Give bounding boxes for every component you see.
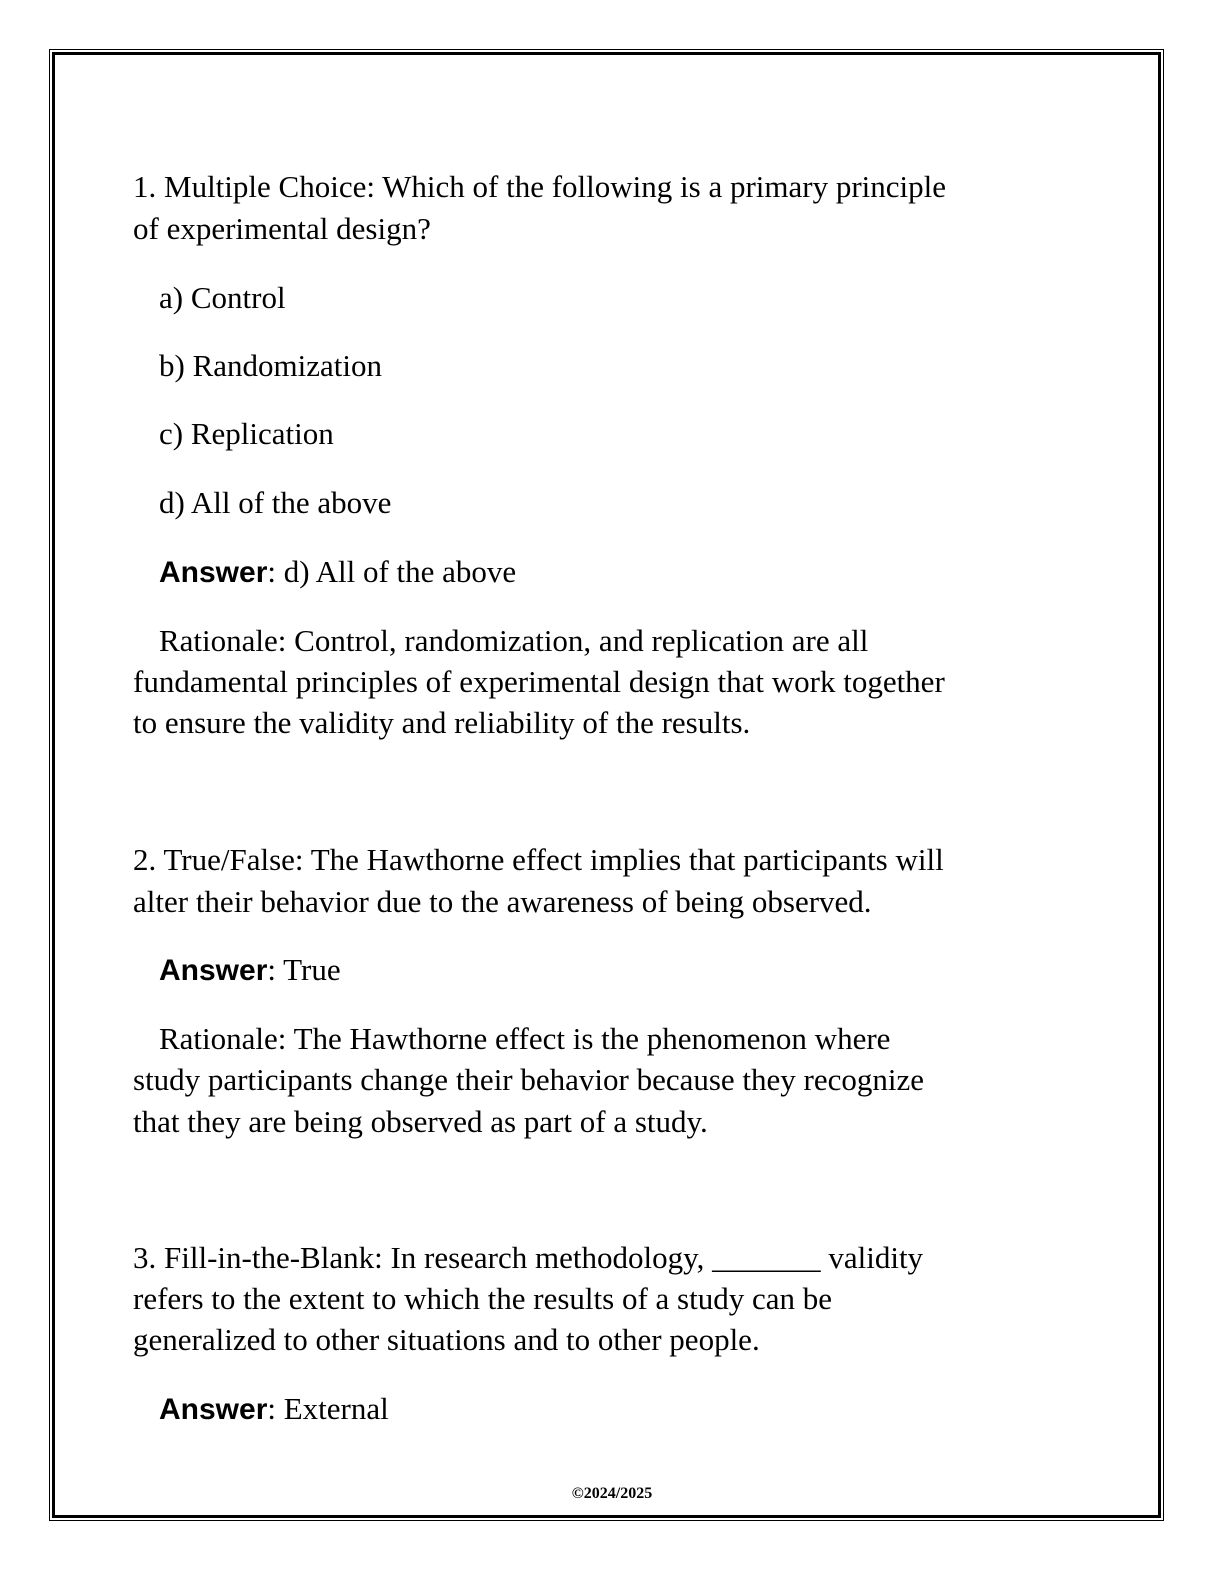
question-2-prompt-line: alter their behavior due to the awareness of being observed. [133,884,872,919]
answer-label: Answer [159,556,268,589]
answer-label: Answer [159,1393,268,1426]
question-1-prompt-line: 1. Multiple Choice: Which of the following is a primary principle [133,169,947,204]
question-2-rationale-line: Rationale: The Hawthorne effect is the phenomenon where [159,1021,891,1056]
answer-label: Answer [159,954,268,987]
question-3-prompt-line: refers to the extent to which the results of a study can be [133,1281,832,1316]
question-1-prompt-line: of experimental design? [133,211,431,246]
answer-value: : External [267,1391,389,1426]
question-3-prompt-line: generalized to other situations and to other people. [133,1322,760,1357]
answer-value: : d) All of the above [267,554,517,589]
question-1-option-d: d) All of the above [159,485,392,520]
question-1-option-b: b) Randomization [159,348,382,383]
question-1-option-a: a) Control [159,280,286,315]
question-2-answer [159,949,341,991]
question-3-prompt-line: 3. Fill-in-the-Blank: In research methodology, _______ validity [133,1240,924,1275]
answer-value: : True [267,952,341,987]
question-2-rationale-line: that they are being observed as part of a study. [133,1104,708,1139]
question-1-rationale-line: fundamental principles of experimental design that work together [133,664,945,699]
question-1-answer [159,551,516,593]
question-3-answer [159,1388,389,1430]
question-1-rationale-line: to ensure the validity and reliability of the results. [133,705,751,740]
question-2-prompt-line: 2. True/False: The Hawthorne effect implies that participants will [133,842,944,877]
question-1-rationale-line: Rationale: Control, randomization, and replication are all [159,623,869,658]
copyright-footer: ©2024/2025 [571,1485,653,1502]
question-1-option-c: c) Replication [159,416,334,451]
question-2-rationale-line: study participants change their behavior because they recognize [133,1062,925,1097]
